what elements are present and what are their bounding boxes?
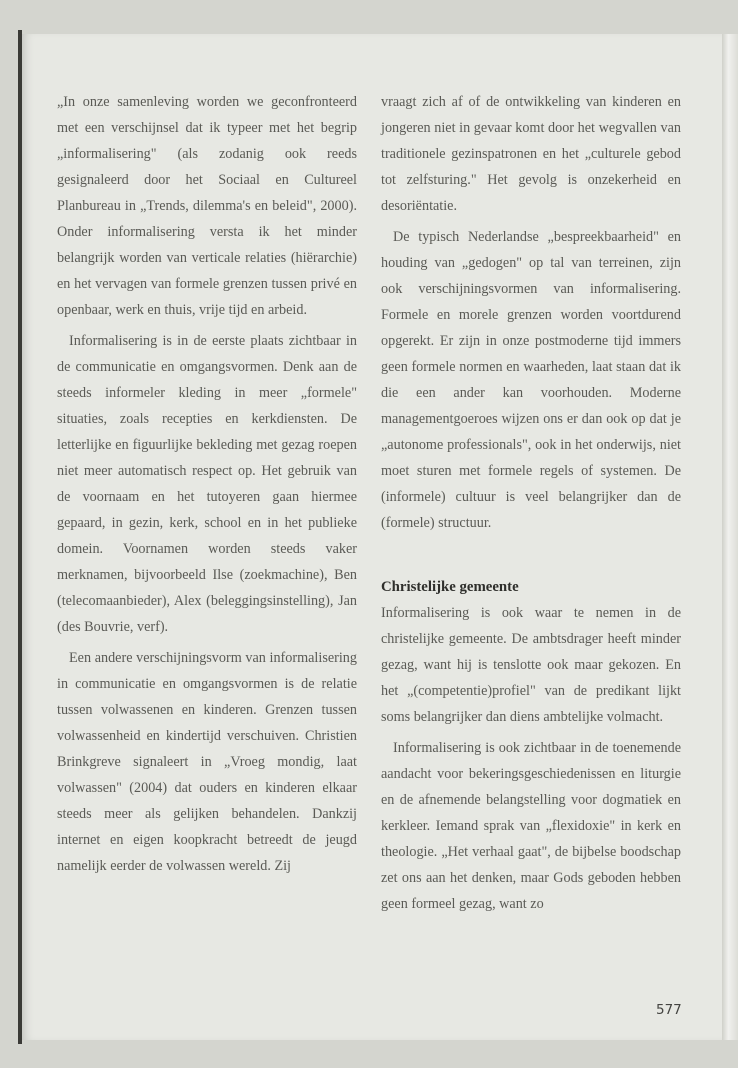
left-column xyxy=(57,89,357,879)
paragraph: „In onze samenleving worden we geconfronteerd met een verschijnsel dat ik typeer met het begrip „informalisering" (als zodanig ook reeds gesignaleerd door het Sociaal en Cultureel Planbureau in „Trends, dilemma's en beleid", 2000). Onder informalisering versta ik het minder belangrijk worden van verticale relaties (hiërarchie) en het vervagen van formele grenzen tussen privé en openbaar, werk en thuis, vrije tijd en arbeid. xyxy=(57,94,357,318)
page-fore-edge xyxy=(722,34,738,1040)
section-heading: Christelijke gemeente xyxy=(381,579,519,595)
page-number: 577 xyxy=(656,1002,682,1018)
paragraph: Een andere verschijningsvorm van informalisering in communicatie en omgangsvormen is de relatie tussen volwassenen en kinderen. Grenzen tussen volwassenheid en kindertijd verschuiven. Christien Brinkgreve signaleert in „Vroeg mondig, laat volwassen" (2004) dat ouders en kinderen elkaar steeds meer als gelijken behandelen. Dankzij internet en eigen koopkracht betreedt de jeugd namelijk eerder de volwassen wereld. Zij xyxy=(57,650,357,874)
paragraph: De typisch Nederlandse „bespreekbaarheid" en houding van „gedogen" op tal van terreinen, zijn ook verschijningsvormen van informalisering. Formele en morele grenzen worden voortdurend opgerekt. Er zijn in onze postmoderne tijd immers geen formele normen en waarheden, laat staan dat ik die een ander kan voorhouden. Moderne managementgoeroes wijzen ons er dan ook op dat je „autonome professionals", ook in het onderwijs, niet moet sturen met formele regels of systemen. De (informele) cultuur is veel belangrijker dan de (formele) structuur. xyxy=(381,229,681,531)
book-gutter xyxy=(18,30,22,1044)
right-column xyxy=(381,89,681,917)
paragraph: vraagt zich af of de ontwikkeling van kinderen en jongeren niet in gevaar komt door het wegvallen van traditionele gezinspatronen en het „culturele gebod tot zelfsturing." Het gevolg is onzekerheid en desoriëntatie. xyxy=(381,94,681,214)
paragraph: Informalisering is in de eerste plaats zichtbaar in de communicatie en omgangsvormen. Denk aan de steeds informeler kleding in meer „formele" situaties, zoals recepties en kerkdiensten. De letterlijke en figuurlijke bekleding met gezag roepen niet meer automatisch respect op. Het gebruik van de voornaam en het tutoyeren gaan hiermee gepaard, in gezin, kerk, school en in het publieke domein. Voornamen worden steeds vaker merknamen, bijvoorbeeld Ilse (zoekmachine), Ben (telecomaanbieder), Alex (beleggingsinstelling), Jan (des Bouvrie, verf). xyxy=(57,333,357,635)
paragraph: Informalisering is ook waar te nemen in de christelijke gemeente. De ambtsdrager heeft minder gezag, want hij is tenslotte ook maar gekozen. En het „(competentie)profiel" van de predikant lijkt soms belangrijker dan diens ambtelijke volmacht. xyxy=(381,605,681,725)
paragraph: Informalisering is ook zichtbaar in de toenemende aandacht voor bekeringsgeschiedenissen en liturgie en de afnemende belangstelling voor dogmatiek en kerkleer. Iemand sprak van „flexidoxie" in kerk en theologie. „Het verhaal gaat", de bijbelse boodschap zet ons aan het denken, maar Gods geboden hebben geen formeel gezag, want zo xyxy=(381,740,681,912)
